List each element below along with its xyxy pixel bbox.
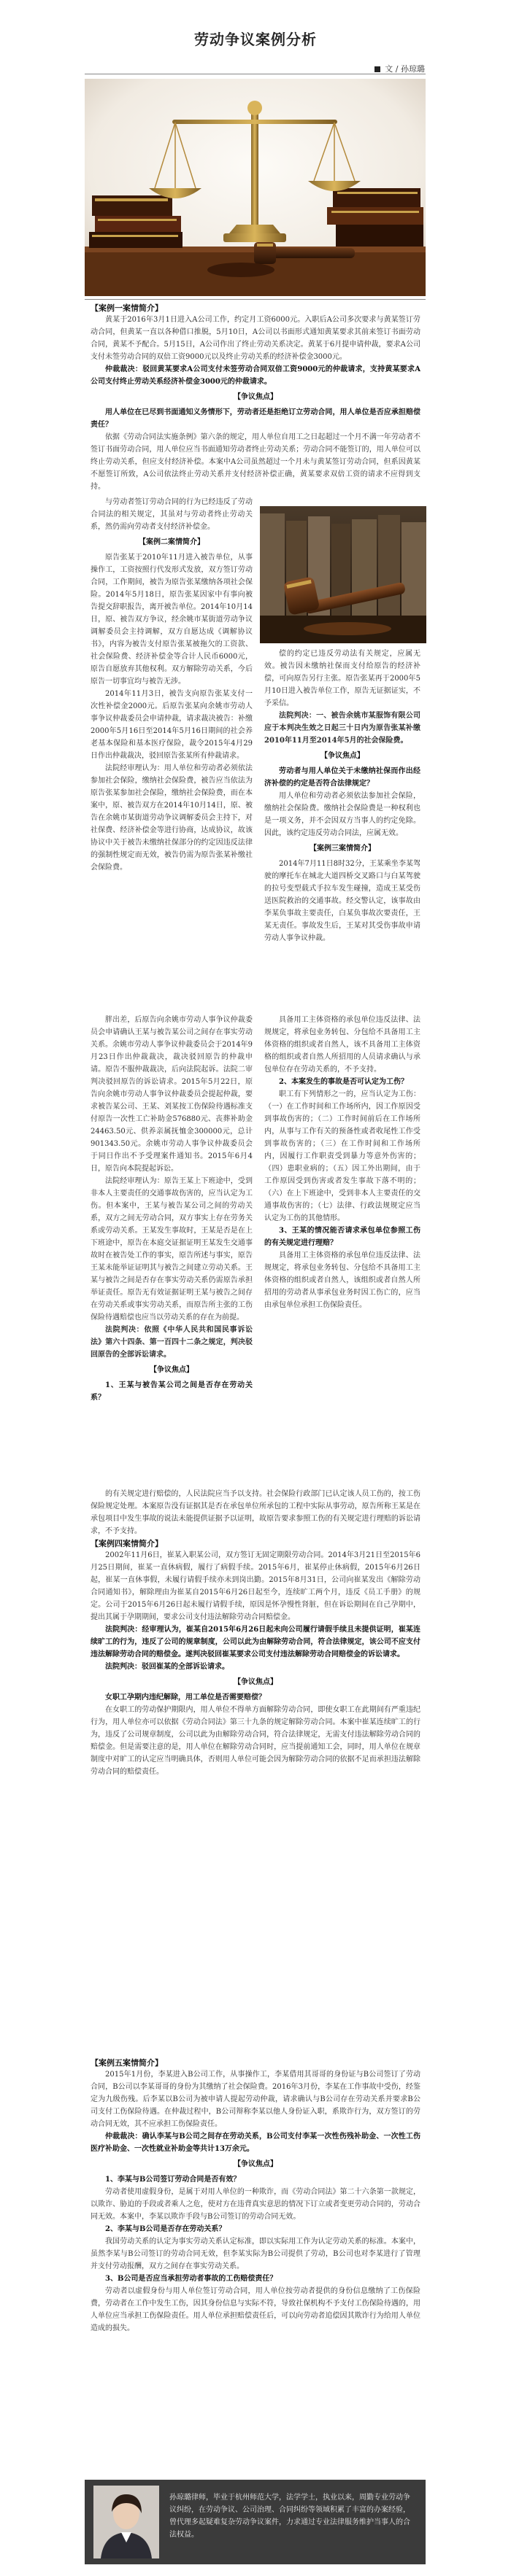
square-bullet-icon (374, 66, 380, 72)
case2-body-2: 2014年11月3日，被告支向原告张某支付一次性补偿金2000元。后原告张某向余姚市劳动人事争议仲裁委员会申请仲裁，请求裁决被告：补缴2000年5月16日至2014年5月16日期间的社会养老基本保险和基本医疗保险，裁令2015年4月29日作出仲裁裁决，驳回原告张某所有仲裁请求。 (91, 690, 253, 760)
case5-arbitration (91, 2130, 420, 2155)
case3-left-column (91, 1014, 253, 1404)
case3-tail-text: 的有关规定进行赔偿的，人民法院应当予以支持。社会保险行政部门已认定该人员工伤的，按工伤保险规定处理。本案原告没有证据其是否在承包单位所承包的工程中实际从事劳动，原告所称王某是在承包项目中发生事故的说法未能提供证据予以证明，故原告要求参照工伤的有关规定进行理赔的诉讼请求，不予支持。 (91, 1490, 420, 1535)
case1-arbitration (91, 363, 420, 388)
page-title: 劳动争议案例分析 (194, 31, 317, 48)
gavel-photo (260, 506, 426, 643)
case2-right-column (264, 648, 420, 944)
case3-body-1: 2014年7月11日8时32分，王某乘坐李某驾驶的摩托车在城北大道四桥交叉路口与白某驾驶的拉号变型载式手拉车发生碰撞，造成王某受伤送医院救治的交通事故。经交警认定，该事故由李某负事故主要责任，白某负事故次要责任，王某无责任。事故发生后，王某对其受伤事故申请劳动人事争议仲裁。 (264, 860, 420, 942)
author-avatar (93, 2486, 159, 2558)
case5-answer-1: 劳动者使用虚假身份，是属于对用人单位的一种欺诈，而《劳动合同法》第二十六条第一款规定，以欺诈、胁迫的手段或者乘人之危，使对方在违背真实意思的情况下订立或者变更劳动合同的，劳动合同无效。本案中，李某以欺诈手段与B公司签订的劳动合同无效。 (91, 2188, 420, 2221)
case3-body-2: 胖出差，后原告向余姚市劳动人事争议仲裁委员会申请确认王某与被告某公司之间存在事实劳动关系。余姚市劳动人事争议仲裁委员会于2014年9月23日作出仲裁裁决，裁决驳回原告的仲裁申请。原告不服仲裁裁决，后向法院起诉。法院二审判决驳回原告的诉讼请求。2015年5月22日，原告向余姚市劳动人事争议仲裁委员会提起仲裁，要求被告某公司、王某、刘某按工伤保险待遇标准支付原告一次性工亡补助金576880元、丧葬补助金24463.50元、供养亲属抚恤金300000元，总计901343.50元。余姚市劳动人事争议仲裁委员会于同日作出不予受理案件通知书。2015年6月4日，原告向本院提起诉讼。 (91, 1016, 253, 1173)
case3-question-2: 2、本案发生的事故是否可认定为工伤？ (279, 1078, 408, 1086)
case1-question: 用人单位在已尽到书面通知义务情形下，劳动者还是拒绝订立劳动合同，用人单位是否应承担赔偿责任？ (91, 408, 420, 429)
case3-answer-2: 职工有下列情形之一的，应当认定为工伤：（一）在工作时间和工作场所内，因工作原因受到事故伤害的；（二）工作时间前后在工作场所内，从事与工作有关的预备性或者收尾性工作受到事故伤害的；（三）在工作时间和工作场所内，因履行工作职责受到暴力等意外伤害的；（四）患职业病的；（五）因工外出期间，由于工作原因受到伤害或者发生事故下落不明的；（六）在上下班途中，受到非本人主要责任的交通事故伤害的；（七）法律、行政法规规定应当认定为工伤的其他情形。 (264, 1090, 420, 1222)
case1-body: 黄某于2016年3月1日进入A公司工作，约定月工资6000元。入职后A公司多次要求与黄某签订劳动合同，但黄某一直以各种借口推脱，5月10日，A公司以书面形式通知黄某要求其前来签订书面劳动合同，黄某不予配合。5月15日，A公司作出了终止劳动关系决定。黄某于6月提申请仲裁，要求A公司支付未签劳动合同的双倍工资9000元以及终止劳动关系的经济补偿金3000元。 (91, 316, 420, 361)
case3-focus-heading: 【争议焦点】 (150, 1366, 193, 1374)
case4-answer: 在女职工的劳动保护期限内，用人单位不得单方面解除劳动合同，即使女职工在此期间有严重违纪行为，用人单位亦可以依据《劳动合同法》第三十九条的规定解除劳动合同。本案中崔某连续旷工的行为，违反了公司规章制度，公司以此为由解除劳动合同，符合法律规定，无需支付违法解除劳动合同的赔偿金。但是需要注意的是，用人单位在解除劳动合同时，应当提前通知工会，同时，用人单位在规章制度中对旷工的认定应当明确具体，否则用人单位可能会因为解除劳动合同的依据不足而承担违法解除劳动合同的赔偿责任。 (91, 1706, 420, 1776)
case5-heading: 【案例五案情简介】 (91, 2058, 163, 2068)
case4-verdict-text: 法院判决：经审理认为，崔某自2015年6月26日起未向公司履行请假手续且未提供证明，崔某连续旷工的行为，违反了公司的规章制度，公司以此为由解除劳动合同，符合法律规定，该公司不应支付违法解除劳动合同的赔偿金。遂判决驳回崔某要求公司支付违法解除劳动合同赔偿金的诉讼请求。 (91, 1626, 420, 1659)
case3-question-1: 1、王某与被告某公司之间是否存在劳动关系？ (91, 1381, 253, 1402)
case2-court: 法院经审理认为：用人单位和劳动者必须依法参加社会保险，缴纳社会保险费，被告应当依法为原告张某参加社会保险，缴纳社会保险费，而在本案中，原、被告双方在2014年10月14日，原、被告在余姚市某街道劳动争议调解委员会主持下，对社保费、经济补偿金等进行协商，达成协议，故该协议中关于被告未缴纳社保部分的约定因违反法律的强制性规定而无效，被告仍需为原告张某补缴社会保险费。 (91, 764, 253, 872)
author-bio: 孙琼璐律师，毕业于杭州师范大学，法学学士，执业以来，周勤专业劳动争议纠纷，在劳动争议、公司治理、合同纠纷等领域积累了丰富的办案经验，曾代理多起疑难复杂劳动争议案件，力求通过专业法律服务维护当事人的合法权益。 (169, 2494, 410, 2539)
case1-arbitration-text: 仲裁裁决：驳回黄某要求A公司支付未签劳动合同双倍工资9000元的仲裁请求，支持黄某要求A公司支付终止劳动关系经济补偿金3000元的仲裁请求。 (91, 365, 420, 386)
case5-question-1: 1、李某与B公司签订劳动合同是否有效？ (105, 2176, 241, 2184)
case3-verdict (91, 1324, 253, 1361)
case3-tail (91, 1488, 420, 1537)
case2-right-text: 偿的约定已违反劳动法有关规定，应属无效。被告因未缴纳社保而支付给原告的经济补偿，可向原告另行主张。原告张某再于2000年5月10日进入被告单位工作，原告无证据证实，不予采信。 (264, 650, 420, 707)
case4-section (91, 1549, 420, 1778)
case3-court: 法院经审理认为：原告王某上下班途中，受到非本人主要责任的交通事故伤害的，应当认定为工伤。但本案中，王某与被告某公司之间的劳动关系，双方之间无劳动合同，双方事实上存在劳务关系或劳动关系。王某发生事故时，王某是否是在上下班途中，原告在本庭交证据证明王某发生交通事故时在被告处工作的事实，原告所述与事实，原告王某未能举证证明其与被告之间建立劳动关系。王某与被告之间是否存在事实劳动关系仍需原告承担举证责任。原告无有效证据证明王某与被告之间存在劳动关系或事实劳动关系，而原告所主张的工伤保险待遇赔偿也应当以劳动关系的存在为前提。 (91, 1177, 253, 1322)
case4-focus-heading: 【争议焦点】 (234, 1678, 277, 1686)
case4-result (91, 1661, 420, 1673)
case2-focus-heading: 【争议焦点】 (320, 752, 364, 760)
case3-answer-3: 具备用工主体资格的承包单位违反法律、法规规定，将承包业务转包、分包给不具备用工主体资格的组织或者自然人，该组织或者自然人所招用的劳动者从事承包业务时因工伤亡的，应当由承包单位承担工伤保险责任。 (264, 1252, 420, 1309)
case3-heading: 【案例三案情简介】 (310, 845, 375, 853)
case5-section (91, 2068, 420, 2335)
case2-answer: 用人单位和劳动者必须依法参加社会保险，缴纳社会保险费。缴纳社会保险费是一种权利也是一项义务，并不会因双方当事人的约定免除。因此，该约定违反劳动合同法，应属无效。 (264, 792, 420, 837)
case4-question: 女职工孕期内违纪解除，用工单位是否需要赔偿？ (105, 1694, 266, 1702)
case3-verdict-text: 法院判决：依照《中华人民共和国民事诉讼法》第六十四条、第一百四十二条之规定，判决驳回原告的全部诉讼请求。 (91, 1326, 253, 1359)
case5-arbitration-text: 仲裁裁决：确认李某与B公司之间存在劳动关系，B公司支付李某一次性伤残补助金、一次性工伤医疗补助金、一次性就业补助金等共计13万余元。 (91, 2133, 420, 2153)
case2-question: 劳动者与用人单位关于未缴纳社保而作出经济补偿的约定是否符合法律规定？ (264, 767, 420, 788)
case5-body: 2015年1月份，李某进入B公司工作，从事操作工，李某借用其哥哥的身份证与B公司签订了劳动合同，B公司以李某哥哥的身份为其缴纳了社会保险费。2016年3月份，李某在工作事故中受伤，经鉴定为九级伤残。后李某以B公司为被申请人提起劳动仲裁，请求确认与B公司存在劳动关系并要求B公司支付工伤保险待遇。在仲裁过程中，B公司辩称李某以他人身份证入职，系欺诈行为，双方签订的劳动合同无效，其不应承担工伤保险责任。 (91, 2071, 420, 2128)
case5-focus-heading: 【争议焦点】 (234, 2160, 277, 2168)
case5-question-2: 2、李某与B公司是否存在劳动关系？ (105, 2225, 226, 2233)
author-byline: 文 / 孙琼璐 (385, 64, 425, 74)
case5-answer-2: 我国劳动关系的认定为事实劳动关系认定标准，即以实际用工作为认定劳动关系的标准。本案中，虽然李某与B公司签订的劳动合同无效，但李某实际为B公司提供了劳动，B公司也对李某进行了管理并支付劳动报酬，双方之间存在事实劳动关系。 (91, 2238, 420, 2270)
case4-verdict (91, 1623, 420, 1661)
scales-of-justice-illustration (85, 79, 426, 296)
case4-body: 2002年11月6日，崔某入职某公司，双方签订无固定期限劳动合同。2014年3月21日至2015年6月25日期间，崔某一直休病假，履行了病假手续。2015年6月，崔某停止休病假，2015年6月26日起，崔某一直休事假，未履行请假手续亦未到岗出勤。2015年8月31日，公司向崔某发出《解除劳动合同通知书》，解除理由为崔某自2015年6月26日起至今，连续旷工两个月，违反《员工手册》的规定。公司于2015年6月26日起未履行请假手续，原因是怀孕慢性肾脏，但在诉讼期间在自己孕期中，提出其属于孕期期间，要求公司支付违法解除劳动合同赔偿金。 (91, 1551, 420, 1621)
case2-heading: 【案例二案情简介】 (139, 538, 204, 546)
case4-heading: 【案例四案情简介】 (91, 1539, 163, 1548)
case5-answer-3: 劳动者以虚假身份与用人单位签订劳动合同，用人单位按劳动者提供的身份信息缴纳了工伤保险费，劳动者在工作中发生工伤，因其身份信息与实际不符，导致社保机构不予支付工伤保险待遇的，用人单位应当承担工伤保险责任。用人单位承担赔偿责任后，可以向劳动者追偿因其欺诈行为给用人单位造成的损失。 (91, 2287, 420, 2332)
case1-section (91, 314, 420, 493)
case3-right-column (264, 1014, 420, 1311)
case3-question-3: 3、王某的情况能否请求承包单位参照工伤的有关规定进行理赔？ (264, 1227, 420, 1247)
case3-answer-1: 具备用工主体资格的承包单位违反法律、法规规定，将承包业务转包、分包给不具备用工主体资格的组织或者自然人，该不具备用工主体资格的组织或者自然人所招用的人员请求确认与承包单位存在劳动关系的，不予支持。 (264, 1016, 420, 1074)
case1-heading: 【案例一案情简介】 (91, 303, 163, 313)
case2-left-column (91, 496, 253, 874)
case5-question-3: 3、B公司是否应当承担劳动者事故的工伤赔偿责任？ (105, 2275, 277, 2283)
case2-verdict (264, 710, 420, 747)
case1-focus-heading: 【争议焦点】 (234, 393, 277, 401)
hero-image-scales (85, 79, 426, 296)
gavel-illustration (260, 506, 426, 643)
case2-body-1: 原告张某于2010年11月进入被告单位，从事操作工，工资按照行代发形式发放，双方签订劳动合同，工作期间，被告为原告张某缴纳各项社会保险。2014年5月18日，原告张某因家中有事向被告提交辞职报告，离开被告单位。2014年10月14日，原、被告双方争议，经余姚市某街道劳动争议调解委员会主持调解，双方自愿达成《调解协议书》，内容为被告支付原告张某被拖欠的工资款、社会保险费、经济补偿金等合计人民币6000元，原告自愿放弃其他权利。双方解除劳动关系，今后原告一切事宜均与被告无涉。 (91, 554, 253, 686)
case2-verdict-text: 法院判决：一、被告余姚市某服饰有限公司应于本判决生效之日起三十日内为原告张某补缴2010年11月至2014年5月的社会保险费。 (264, 712, 420, 745)
author-portrait (93, 2486, 159, 2558)
case2-lead: 与劳动者签订劳动合同的行为已经违反了劳动合同法的相关规定，其虽对与劳动者终止劳动关系，然仍需向劳动者支付经济补偿金。 (91, 498, 253, 531)
author-bio-box (85, 2480, 426, 2564)
byline (374, 63, 425, 74)
case4-result-text: 法院判决：驳回崔某的全部诉讼请求。 (105, 1663, 229, 1671)
case1-analysis: 依据《劳动合同法实施条例》第六条的规定，用人单位自用工之日起超过一个月不满一年劳动者不签订书面劳动合同，用人单位应当书面通知劳动者终止劳动关系；劳动合同不能签订的，用人单位可以终止劳动关系，但应支付经济补偿。本案中A公司虽然超过一个月未与黄某签订劳动合同，但系因黄某不愿签订所致，A公司依法终止劳动关系并支付经济补偿正确，黄某要求双倍工资的请求不应得到支持。 (91, 433, 420, 491)
divider (85, 299, 426, 300)
